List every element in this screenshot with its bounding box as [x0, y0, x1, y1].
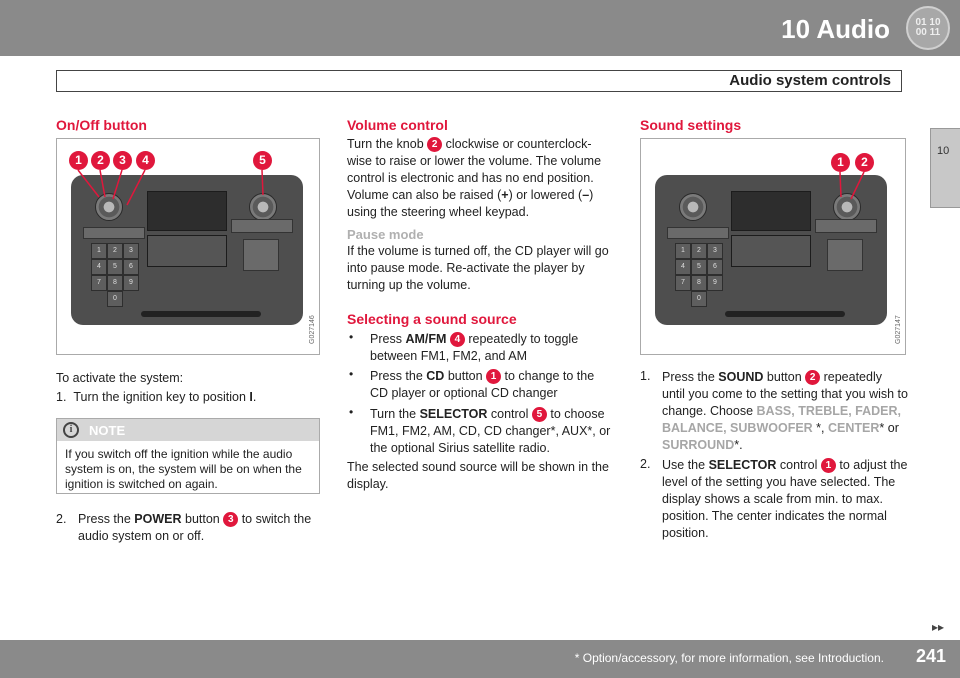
callout-lines — [57, 139, 321, 356]
figure-code: G027146 — [309, 315, 316, 344]
key-1[interactable]: 1 — [675, 243, 691, 259]
callout-4: 4 — [136, 151, 155, 170]
callout-5: 5 — [253, 151, 272, 170]
callout-lines — [641, 139, 907, 356]
volume-text: Turn the knob 2 clockwise or counterclock-wise to raise or lower the volume. The volume control is electronic and has no end position. Volume can also be raised (+) or lowered (–) using the steering wheel keypad. — [347, 137, 602, 219]
note-header — [57, 419, 319, 441]
bullet-1-dot: • — [349, 330, 354, 344]
badge-5: 5 — [532, 407, 547, 422]
heading-onoff: On/Off button — [56, 117, 147, 133]
note-text: If you switch off the ignition while the audio system is on, the system will be on when the ignition is switched on again. — [65, 447, 302, 491]
pause-text: If the volume is turned off, the CD player will go into pause mode. Re-activate the player by turning up the volume. — [347, 244, 609, 292]
section-title: Audio system controls — [729, 72, 891, 89]
chapter-title: 10 Audio — [781, 14, 890, 44]
figure-sound — [640, 138, 906, 355]
intro-text: To activate the system: — [56, 371, 184, 385]
callout-2: 2 — [855, 153, 874, 172]
key-8[interactable]: 8 — [107, 275, 123, 291]
heading-volume: Volume control — [347, 117, 448, 133]
key-0[interactable]: 0 — [107, 291, 123, 307]
badge-2: 2 — [427, 137, 442, 152]
callout-3: 3 — [113, 151, 132, 170]
key-6[interactable]: 6 — [707, 259, 723, 275]
step-1: 1. Turn the ignition key to position I. — [56, 390, 257, 404]
page-number: 241 — [915, 646, 946, 666]
key-5[interactable]: 5 — [691, 259, 707, 275]
key-9[interactable]: 9 — [123, 275, 139, 291]
key-3[interactable]: 3 — [123, 243, 139, 259]
badge-1: 1 — [486, 369, 501, 384]
key-3[interactable]: 3 — [707, 243, 723, 259]
sound-step-1: Press the SOUND button 2 repeatedly until you come to the setting that you wish to change. Choose BASS, TREBLE, FADER, BALANCE, SUBWOOFER *, CENTER* or SURROUND*. — [662, 370, 908, 452]
sound-step-2-num: 2. — [640, 457, 651, 471]
page-footer — [0, 640, 960, 678]
key-8[interactable]: 8 — [691, 275, 707, 291]
note-title: NOTE — [89, 423, 126, 438]
note-box — [56, 418, 320, 494]
heading-pause: Pause mode — [347, 227, 424, 242]
key-5[interactable]: 5 — [107, 259, 123, 275]
source-text: The selected sound source will be shown in the display. — [347, 460, 609, 491]
sound-step-2: Use the SELECTOR control 1 to adjust the level of the setting you have selected. The display shows a scale from min. to max. position. The center indicates the normal position. — [662, 458, 908, 540]
key-4[interactable]: 4 — [675, 259, 691, 275]
badge-1: 1 — [821, 458, 836, 473]
key-2[interactable]: 2 — [691, 243, 707, 259]
callout-1: 1 — [69, 151, 88, 170]
page-header — [0, 0, 960, 56]
next-page-arrows[interactable]: ▸▸ — [931, 620, 944, 634]
section-bar — [56, 70, 902, 92]
sound-step-1-num: 1. — [640, 369, 651, 383]
bullet-2: Press the CD button 1 to change to the CD player or optional CD changer — [370, 369, 595, 400]
callout-1: 1 — [831, 153, 850, 172]
badge-4: 4 — [450, 332, 465, 347]
callout-2: 2 — [91, 151, 110, 170]
chapter-tab[interactable] — [930, 128, 960, 208]
bullet-3: Turn the SELECTOR control 5 to choose FM1, FM2, AM, CD, CD changer*, AUX*, or the optional Sirius satellite radio. — [370, 407, 611, 455]
info-icon: i — [63, 422, 79, 438]
figure-onoff — [56, 138, 320, 355]
badge-3: 3 — [223, 512, 238, 527]
bullet-1: Press AM/FM 4 repeatedly to toggle between FM1, FM2, and AM — [370, 332, 579, 363]
bullet-3-dot: • — [349, 405, 354, 419]
key-1[interactable]: 1 — [91, 243, 107, 259]
chapter-icon: 01 10 00 11 — [906, 6, 950, 50]
key-7[interactable]: 7 — [675, 275, 691, 291]
key-2[interactable]: 2 — [107, 243, 123, 259]
key-4[interactable]: 4 — [91, 259, 107, 275]
key-9[interactable]: 9 — [707, 275, 723, 291]
badge-2: 2 — [805, 370, 820, 385]
chapter-tab-label: 10 — [937, 145, 950, 157]
bullet-2-dot: • — [349, 367, 354, 381]
footnote: * Option/accessory, for more information, see Introduction. — [574, 651, 884, 665]
heading-sound: Sound settings — [640, 117, 742, 133]
key-6[interactable]: 6 — [123, 259, 139, 275]
key-0[interactable]: 0 — [691, 291, 707, 307]
heading-source: Selecting a sound source — [347, 311, 517, 327]
step-2-num: 2. — [56, 512, 67, 526]
step-2: Press the POWER button 3 to switch the audio system on or off. — [78, 512, 312, 543]
key-7[interactable]: 7 — [91, 275, 107, 291]
figure-code: G027147 — [895, 315, 902, 344]
